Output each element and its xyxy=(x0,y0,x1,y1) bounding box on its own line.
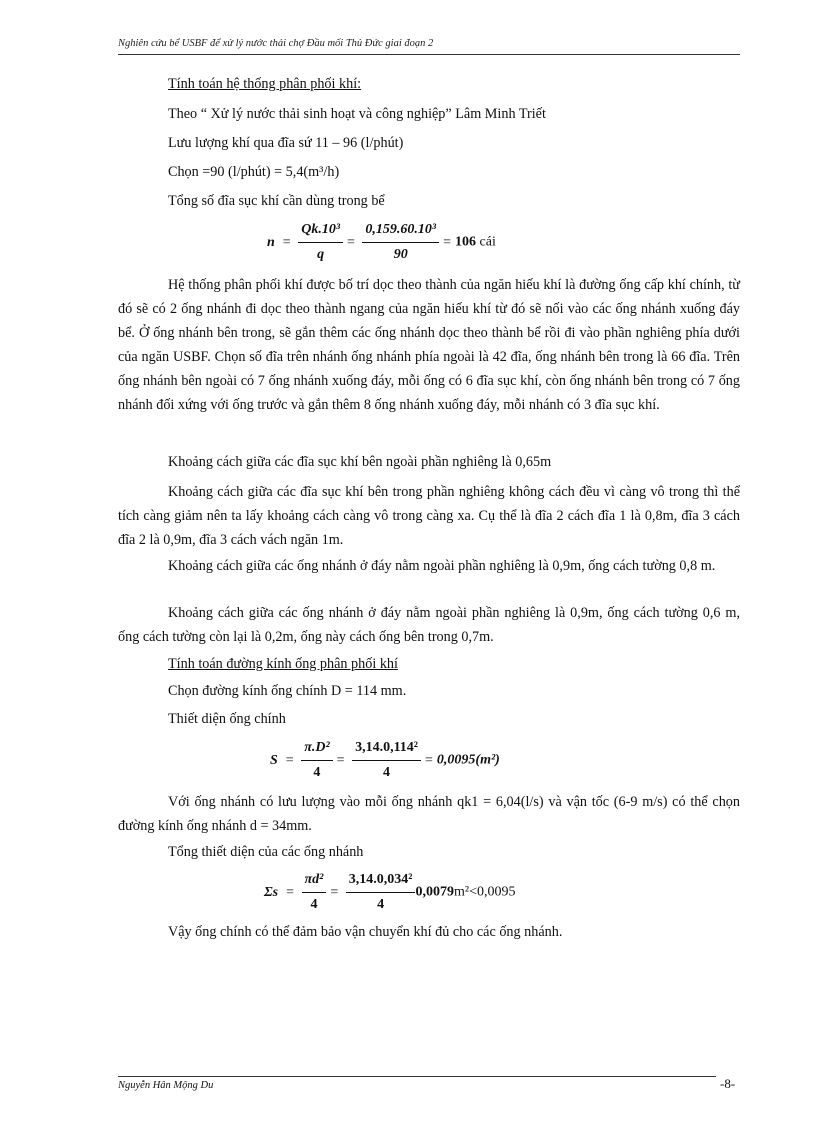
footer-divider xyxy=(118,1076,716,1077)
paragraph-outer-spacing xyxy=(118,450,740,474)
branch-total-line: Tổng thiết diện của các ống nhánh xyxy=(168,844,364,860)
cross-section-line: Thiết diện ống chính xyxy=(168,711,286,727)
formula3-num2: 3,14.0,034² xyxy=(346,868,416,893)
formula1-fraction1 xyxy=(298,218,343,267)
formula3-den1: 4 xyxy=(310,897,318,912)
formula1-num2: 0,159.60.10³ xyxy=(362,218,439,243)
formula1-unit: cái xyxy=(479,234,496,250)
gas-system-heading: Tính toán hệ thống phân phối khí: xyxy=(168,76,362,92)
reference-line: Theo “ Xử lý nước thải sinh hoạt và công nghiệp” Lâm Minh Triết xyxy=(168,106,546,122)
main-pipe-line: Chọn đường kính ống chính D = 114 mm. xyxy=(168,683,407,699)
header-divider xyxy=(118,54,740,55)
paragraph-branch-diameter xyxy=(118,790,740,838)
page-header: Nghiên cứu bể USBF để xử lý nước thải chợ Đầu mối Thủ Đức giai đoạn 2 xyxy=(118,38,434,49)
paragraph-inner-spacing xyxy=(118,480,740,552)
formula-cross-section: S = $\frac{\text{π.D²}}{4}$ = $\frac{\text{3,14.0,114²}}{4}$ = 0,0095(m²) xyxy=(266,736,500,785)
paragraph-1: Hệ thống phân phối khí được bố trí dọc theo thành của ngăn hiếu khí là đường ống cấp khí chính, từ đó sẽ có 2 ống nhánh đi dọc theo thành ngang của ngăn hiếu khí từ đó sẽ nối vào các ống nhánh xuống đáy bể. Ở ống nhánh bên trong, sẽ gắn thêm các ống nhánh dọc theo thành bể rồi đi vào phần nghiêng phía dưới của ngăn USBF. Chọn số đĩa trên nhánh ống nhánh phía ngoài là 42 đĩa, ống nhánh bên trong là 66 đĩa. Trên ống nhánh bên ngoài có 7 ống nhánh xuống đáy, mỗi ống có 6 đĩa sục khí, còn ống nhánh bên trong có 7 ống nhánh đối xứng với ống trước và gắn thêm 8 ống nhánh xuống đáy, mỗi nhánh có 3 đĩa sục khí. xyxy=(118,277,740,413)
paragraph-system-layout xyxy=(118,273,740,417)
formula2-fraction1 xyxy=(301,736,332,785)
paragraph-3: Khoảng cách giữa các đĩa sục khí bên trong phần nghiêng không cách đều vì càng vô trong thì thể tích càng giảm nên ta lấy khoảng cách càng vô trong càng xa. Cụ thể là đĩa 2 cách đĩa 1 là 0,8m, đĩa 3 cách đĩa 2 là 0,9m, đĩa 3 cách vách ngăn 1m. xyxy=(118,484,740,548)
formula2-den1: 4 xyxy=(313,765,321,780)
formula2-fraction2 xyxy=(352,736,421,785)
formula3-fraction2 xyxy=(346,868,416,917)
flow-rate-line: Lưu lượng khí qua đĩa sứ 11 – 96 (l/phút) xyxy=(168,135,404,151)
paragraph-5: Khoảng cách giữa các ống nhánh ở đáy nằm ngoài phần nghiêng là 0,9m, ống cách tường 0,6 m, ống cách tường còn lại là 0,2m, ống này cách ống bên trong 0,7m. xyxy=(118,605,740,645)
footer-author: Nguyễn Hân Mộng Du xyxy=(118,1080,214,1091)
choice-line: Chọn =90 (l/phút) = 5,4(m³/h) xyxy=(168,164,340,180)
formula-disc-count: n = $\frac{\text{Qk.10³}}{q}$ = $\frac{\text{0,159.60.10³}}{90}$ = 106 cái xyxy=(263,218,496,267)
formula2-num1: π.D² xyxy=(301,736,332,761)
formula1-den2: 90 xyxy=(393,247,408,262)
formula3-tail: m²<0,0095 xyxy=(453,884,516,900)
paragraph-2: Khoảng cách giữa các đĩa sục khí bên ngoài phần nghiêng là 0,65m xyxy=(168,454,552,470)
formula3-lhs: Σs xyxy=(264,884,279,900)
formula2-lhs: S xyxy=(270,752,278,768)
formula3-fraction1 xyxy=(302,868,327,917)
formula3-num1: πd² xyxy=(302,868,327,893)
formula1-result: 106 xyxy=(455,234,477,250)
formula2-den2: 4 xyxy=(383,765,391,780)
formula3-den2: 4 xyxy=(377,897,385,912)
formula1-den1: q xyxy=(317,247,325,262)
paragraph-branch-spacing-2 xyxy=(118,601,740,649)
formula1-num1: Qk.10³ xyxy=(298,218,343,243)
page-number: -8- xyxy=(720,1076,736,1091)
formula1-fraction2 xyxy=(362,218,439,267)
paragraph-branch-spacing-1 xyxy=(118,554,740,578)
conclusion-line: Vậy ống chính có thể đảm bảo vận chuyển khí đủ cho các ống nhánh. xyxy=(168,924,563,940)
formula1-lhs: n xyxy=(267,234,275,250)
formula2-result: 0,0095(m²) xyxy=(436,752,500,768)
paragraph-4: Khoảng cách giữa các ống nhánh ở đáy nằm ngoài phần nghiêng là 0,9m, ống cách tường 0,8 m. xyxy=(168,558,716,574)
formula2-num2: 3,14.0,114² xyxy=(352,736,421,761)
formula3-result: 0,0079 xyxy=(415,884,454,900)
paragraph-6: Với ống nhánh có lưu lượng vào mỗi ống nhánh qk1 = 6,04(l/s) và vận tốc (6-9 m/s) có thể chọn đường kính ống nhánh d = 34mm. xyxy=(118,794,740,834)
pipe-diameter-heading: Tính toán đường kính ống phân phối khí xyxy=(168,656,398,672)
formula-branch-total: Σs = $\frac{\text{πd²}}{4}$ = $\frac{\text{3,14.0,034²}}{4}$ 0,0079m²<0,0095 xyxy=(260,868,515,917)
total-discs-line: Tổng số đĩa sục khí cần dùng trong bể xyxy=(168,193,385,209)
